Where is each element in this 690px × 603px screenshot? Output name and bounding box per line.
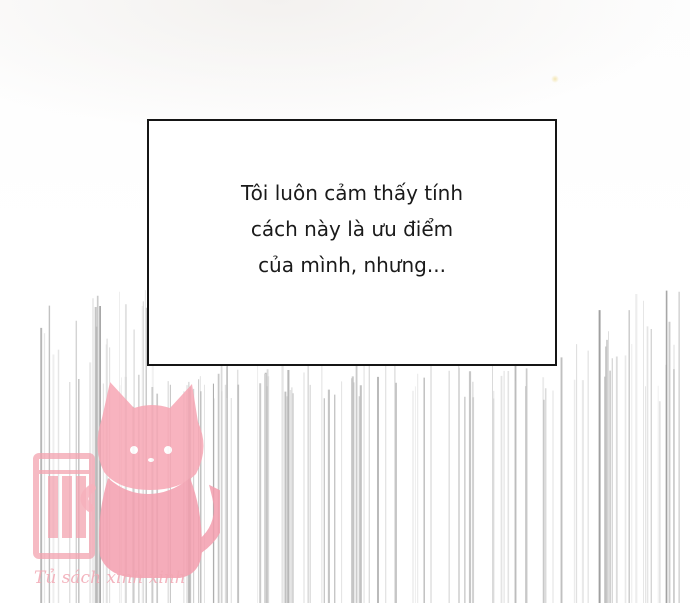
caption-line-3: của mình, nhưng... (258, 252, 446, 277)
watermark-text: Tủ sách xinh xinh (34, 568, 186, 588)
caption-line-1: Tôi luôn cảm thấy tính (240, 180, 464, 205)
caption-box (147, 119, 557, 366)
cat-mascot-icon (84, 382, 220, 578)
caption-line-2: cách này là ưu điểm (250, 216, 454, 241)
